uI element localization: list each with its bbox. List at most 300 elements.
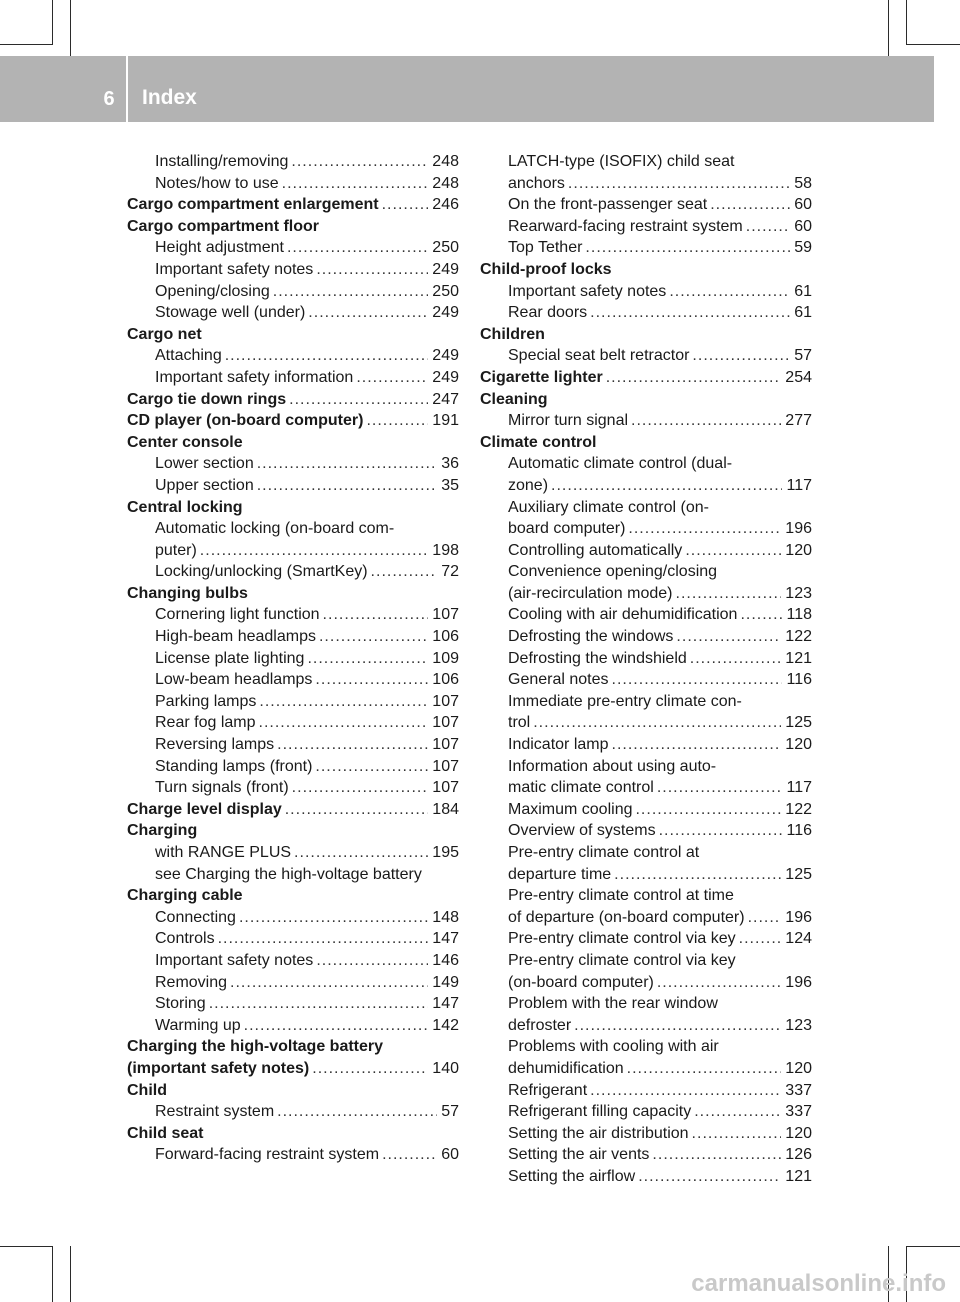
index-entry <box>480 691 812 713</box>
index-entry <box>480 173 812 195</box>
index-entry <box>480 453 812 475</box>
index-entry <box>127 453 459 475</box>
dot-leader <box>627 1058 782 1080</box>
index-entry <box>480 518 812 540</box>
dot-leader <box>382 1144 437 1166</box>
index-entry <box>480 799 812 821</box>
index-entry-text: Pre-entry climate control via key <box>508 951 736 969</box>
index-entry-text: Notes/how to use <box>155 174 279 192</box>
index-entry <box>127 389 459 411</box>
index-entry <box>480 626 812 648</box>
index-entry <box>480 281 812 303</box>
index-entry-text: Charging <box>127 822 198 840</box>
index-entry <box>127 1123 459 1145</box>
index-entry <box>480 367 812 389</box>
index-entry <box>480 216 812 238</box>
index-page-number: 116 <box>786 822 812 840</box>
index-page-number: 107 <box>432 779 459 797</box>
index-page-number: 126 <box>785 1146 812 1164</box>
index-entry <box>480 194 812 216</box>
index-entry-text: Parking lamps <box>155 692 257 710</box>
dot-leader <box>315 669 428 691</box>
index-page-number: 107 <box>432 736 459 754</box>
index-entry-text: Connecting <box>155 908 236 926</box>
index-entry-text: Pre-entry climate control via key <box>508 930 736 948</box>
index-entry-text: Important safety notes <box>155 951 314 969</box>
index-entry-text: Pre-entry climate control at <box>508 844 700 861</box>
watermark: carmanualsonline.info <box>691 1270 946 1297</box>
index-entry-text: Rearward-facing restraint system <box>508 217 743 235</box>
index-entry <box>480 302 812 324</box>
index-entry-text: Height adjustment <box>155 239 284 257</box>
index-entry <box>480 389 812 411</box>
index-entry <box>480 497 812 519</box>
index-entry <box>127 950 459 972</box>
index-entry <box>480 950 812 972</box>
index-entry-text: Automatic climate control (dual- <box>508 455 733 473</box>
index-entry <box>127 777 459 799</box>
index-page-number: 107 <box>432 692 459 710</box>
dot-leader <box>669 281 790 303</box>
index-page-number: 123 <box>785 584 812 602</box>
crop-mark <box>0 44 52 45</box>
index-entry <box>127 756 459 778</box>
index-entry <box>480 324 812 346</box>
index-page-number: 198 <box>432 541 459 559</box>
dot-leader <box>218 928 429 950</box>
index-page-number: 196 <box>785 908 812 926</box>
index-entry-text: Cargo compartment enlargement <box>127 196 379 214</box>
dot-leader <box>239 907 428 929</box>
dot-leader <box>225 345 429 367</box>
index-entry <box>127 540 459 562</box>
index-entry <box>480 928 812 950</box>
index-page-number: 147 <box>432 930 459 948</box>
index-entry <box>127 345 459 367</box>
dot-leader <box>308 302 428 324</box>
dot-leader <box>676 583 782 605</box>
page-header <box>0 56 934 122</box>
index-page-number: 250 <box>432 239 459 257</box>
index-entry-text: Storing <box>155 995 206 1013</box>
dot-leader <box>638 1166 781 1188</box>
dot-leader <box>710 194 790 216</box>
dot-leader <box>371 561 438 583</box>
index-entry-text: Children <box>480 325 545 343</box>
index-page-number: 120 <box>785 541 812 559</box>
dot-leader <box>748 907 782 929</box>
dot-leader <box>585 237 790 259</box>
index-entry <box>480 151 812 173</box>
index-entry-text: zone) <box>508 476 549 494</box>
index-entry-text: Convenience opening/closing <box>508 563 718 581</box>
dot-leader <box>628 518 781 540</box>
index-entry-text: Refrigerant filling capacity <box>508 1103 692 1121</box>
index-page-number: 106 <box>432 671 459 689</box>
index-entry-text: Child <box>127 1081 167 1099</box>
dot-leader <box>631 410 781 432</box>
index-page-number: 60 <box>441 1146 459 1164</box>
index-entry <box>127 864 459 886</box>
index-entry <box>480 561 812 583</box>
index-page-number: 117 <box>786 476 812 494</box>
dot-leader <box>692 345 790 367</box>
index-entry-text: Charging the high-voltage battery <box>127 1038 384 1056</box>
index-entry-text: Defrosting the windows <box>508 628 674 646</box>
index-entry-text: Lower section <box>155 455 254 473</box>
index-entry-text: see Charging the high-voltage battery <box>155 865 422 883</box>
index-entry <box>127 475 459 497</box>
dot-leader <box>316 259 428 281</box>
index-entry <box>127 669 459 691</box>
index-entry-text: Cargo net <box>127 325 202 343</box>
index-page-number: 36 <box>441 455 459 473</box>
index-page-number: 249 <box>432 304 459 322</box>
index-entry <box>480 1166 812 1188</box>
dot-leader <box>574 1015 781 1037</box>
index-page-number: 120 <box>785 736 812 754</box>
index-entry-text: Defrosting the windshield <box>508 649 687 667</box>
index-page-number: 147 <box>432 995 459 1013</box>
dot-leader <box>382 194 429 216</box>
index-entry-text: General notes <box>508 671 609 689</box>
index-page-number: 184 <box>432 800 459 818</box>
index-page-number: 58 <box>794 174 812 192</box>
index-page-number: 61 <box>794 304 812 322</box>
dot-leader <box>652 1144 781 1166</box>
dot-leader <box>746 216 790 238</box>
index-entry <box>480 475 812 497</box>
index-entry-text: Opening/closing <box>155 282 270 300</box>
index-page-number: 191 <box>432 412 459 430</box>
index-entry <box>127 259 459 281</box>
dot-leader <box>323 604 429 626</box>
dot-leader <box>606 367 782 389</box>
dot-leader <box>659 820 783 842</box>
index-entry-text: Rear fog lamp <box>155 714 256 732</box>
index-column-right <box>480 151 812 1188</box>
index-entry <box>127 907 459 929</box>
index-entry <box>127 799 459 821</box>
index-entry <box>480 756 812 778</box>
dot-leader <box>230 972 428 994</box>
index-entry-text: Upper section <box>155 476 254 494</box>
index-entry <box>127 820 459 842</box>
dot-leader <box>614 864 781 886</box>
page-number: 6 <box>103 88 115 110</box>
index-entry <box>480 669 812 691</box>
index-page-number: 248 <box>432 153 459 170</box>
dot-leader <box>590 302 790 324</box>
index-entry <box>480 259 812 281</box>
index-page-number: 117 <box>786 779 812 797</box>
index-entry <box>127 151 459 173</box>
crop-mark <box>52 1246 53 1302</box>
dot-leader <box>282 173 429 195</box>
index-page-number: 124 <box>785 930 812 948</box>
index-entry-text: (air-recirculation mode) <box>508 584 673 602</box>
index-entry-text: Special seat belt retractor <box>508 347 690 365</box>
index-entry-text: Important safety information <box>155 368 354 386</box>
index-entry <box>480 410 812 432</box>
index-entry <box>480 540 812 562</box>
crop-mark <box>906 44 960 45</box>
index-entry-text: Reversing lamps <box>155 736 275 754</box>
index-page-number: 57 <box>794 347 812 365</box>
index-page-number: 247 <box>432 390 459 408</box>
index-entry-text: Important safety notes <box>155 260 314 278</box>
index-page-number: 125 <box>785 865 812 883</box>
index-entry-text: Warming up <box>155 1016 241 1034</box>
index-entry-text: anchors <box>508 174 565 192</box>
index-entry <box>480 1101 812 1123</box>
dot-leader <box>285 799 429 821</box>
dot-leader <box>209 993 429 1015</box>
index-page-number: 248 <box>432 174 459 192</box>
index-entry-text: with RANGE PLUS <box>155 844 292 861</box>
index-entry-text: Important safety notes <box>508 282 667 300</box>
dot-leader <box>612 669 783 691</box>
index-entry-text: Forward-facing restraint system <box>155 1146 380 1164</box>
index-entry-text: Rear doors <box>508 304 588 322</box>
index-entry-text: Locking/unlocking (SmartKey) <box>155 563 368 581</box>
index-entry <box>127 712 459 734</box>
index-entry <box>127 993 459 1015</box>
index-entry <box>127 1101 459 1123</box>
index-entry-text: Automatic locking (on-board com- <box>155 520 395 538</box>
dot-leader <box>287 237 428 259</box>
index-entry-text: Standing lamps (front) <box>155 757 313 775</box>
index-page-number: 122 <box>785 628 812 646</box>
dot-leader <box>277 1101 437 1123</box>
index-page-number: 60 <box>794 217 812 235</box>
index-entry-text: Controls <box>155 930 215 948</box>
dot-leader <box>739 928 782 950</box>
dot-leader <box>685 540 781 562</box>
index-entry-text: board computer) <box>508 520 626 538</box>
index-page-number: 195 <box>432 844 459 861</box>
index-entry <box>480 993 812 1015</box>
index-entry <box>480 972 812 994</box>
dot-leader <box>694 1101 781 1123</box>
index-entry-text: Charging cable <box>127 887 243 905</box>
index-entry <box>127 194 459 216</box>
dot-leader <box>635 799 781 821</box>
dot-leader <box>676 626 781 648</box>
index-entry-text: Center console <box>127 433 243 451</box>
dot-leader <box>316 950 428 972</box>
index-entry-text: Auxiliary climate control (on- <box>508 498 709 516</box>
index-entry-text: Cargo compartment floor <box>127 217 320 235</box>
index-entry-text: Restraint system <box>155 1103 275 1121</box>
index-page-number: 146 <box>432 951 459 969</box>
index-entry-text: Installing/removing <box>155 153 289 170</box>
index-page-number: 121 <box>785 649 812 667</box>
dot-leader <box>315 756 428 778</box>
index-entry-text: Cargo tie down rings <box>127 390 287 408</box>
index-entry-text: Controlling automatically <box>508 541 683 559</box>
index-entry <box>480 777 812 799</box>
index-entry <box>127 367 459 389</box>
index-page-number: 57 <box>441 1103 459 1121</box>
index-entry <box>480 712 812 734</box>
index-entry-text: Maximum cooling <box>508 800 633 818</box>
index-page-number: 116 <box>786 671 812 689</box>
index-entry <box>127 281 459 303</box>
dot-leader <box>568 173 790 195</box>
index-page-number: 120 <box>785 1059 812 1077</box>
dot-leader <box>740 604 782 626</box>
index-entry-text: departure time <box>508 865 612 883</box>
index-page-number: 118 <box>786 606 812 624</box>
index-entry <box>480 842 812 864</box>
index-entry <box>480 1080 812 1102</box>
index-entry-text: Overview of systems <box>508 822 656 840</box>
dot-leader <box>273 281 429 303</box>
index-page-number: 123 <box>785 1016 812 1034</box>
index-page-number: 337 <box>785 1081 812 1099</box>
dot-leader <box>277 734 428 756</box>
index-page-number: 121 <box>785 1167 812 1185</box>
index-entry <box>480 432 812 454</box>
index-entry-text: Cornering light function <box>155 606 320 624</box>
index-entry-text: Mirror turn signal <box>508 412 629 430</box>
index-entry-text: LATCH-type (ISOFIX) child seat <box>508 153 735 170</box>
index-entry-text: puter) <box>155 541 197 559</box>
index-entry <box>127 561 459 583</box>
index-entry-text: Turn signals (front) <box>155 779 289 797</box>
dot-leader <box>312 1058 428 1080</box>
index-entry-text: Problem with the rear window <box>508 995 718 1013</box>
index-entry-text: Setting the airflow <box>508 1167 636 1185</box>
index-page-number: 196 <box>785 520 812 538</box>
dot-leader <box>259 712 429 734</box>
crop-mark <box>52 0 53 45</box>
dot-leader <box>244 1015 429 1037</box>
index-entry <box>127 324 459 346</box>
index-entry-text: Charge level display <box>127 800 282 818</box>
crop-mark <box>906 1246 960 1247</box>
index-entry <box>480 820 812 842</box>
index-page-number: 249 <box>432 347 459 365</box>
index-entry <box>127 604 459 626</box>
dot-leader <box>366 410 428 432</box>
index-page-number: 107 <box>432 757 459 775</box>
index-page-number: 249 <box>432 260 459 278</box>
index-entry-text: Information about using auto- <box>508 757 717 775</box>
index-page-number: 149 <box>432 973 459 991</box>
index-entry <box>127 1058 459 1080</box>
index-entry-text: License plate lighting <box>155 649 305 667</box>
index-entry <box>127 1144 459 1166</box>
index-page-number: 148 <box>432 908 459 926</box>
index-entry-text: Climate control <box>480 433 597 451</box>
dot-leader <box>533 712 781 734</box>
dot-leader <box>307 648 428 670</box>
index-entry-text: Changing bulbs <box>127 584 248 602</box>
index-page-number: 196 <box>785 973 812 991</box>
index-entry <box>480 1036 812 1058</box>
index-entry-text: trol <box>508 714 531 732</box>
index-entry-text: Attaching <box>155 347 222 365</box>
index-column-left <box>127 151 459 1166</box>
index-entry-text: Pre-entry climate control at time <box>508 887 734 905</box>
dot-leader <box>257 453 437 475</box>
index-entry-text: Refrigerant <box>508 1081 588 1099</box>
index-entry <box>127 734 459 756</box>
index-entry-text: of departure (on-board computer) <box>508 908 745 926</box>
index-entry <box>480 734 812 756</box>
index-page-number: 254 <box>785 368 812 386</box>
index-page-number: 109 <box>432 649 459 667</box>
index-entry <box>127 583 459 605</box>
index-entry <box>127 497 459 519</box>
crop-mark <box>0 1246 52 1247</box>
index-page-number: 142 <box>432 1016 459 1034</box>
index-page-number: 106 <box>432 628 459 646</box>
index-entry <box>127 626 459 648</box>
index-entry <box>480 907 812 929</box>
index-entry <box>127 518 459 540</box>
dot-leader <box>657 777 783 799</box>
index-entry <box>127 173 459 195</box>
index-entry-text: (on-board computer) <box>508 973 654 991</box>
index-page-number: 125 <box>785 714 812 732</box>
crop-mark <box>70 0 71 56</box>
index-entry <box>127 237 459 259</box>
index-page-number: 61 <box>794 282 812 300</box>
dot-leader <box>551 475 782 497</box>
index-page-number: 107 <box>432 714 459 732</box>
crop-mark <box>906 0 907 45</box>
dot-leader <box>289 389 428 411</box>
dot-leader <box>612 734 782 756</box>
index-entry <box>127 691 459 713</box>
index-entry <box>127 216 459 238</box>
index-page-number: 337 <box>785 1103 812 1121</box>
index-entry-text: matic climate control <box>508 779 654 797</box>
index-entry-text: defroster <box>508 1016 572 1034</box>
index-entry-text: Top Tether <box>508 239 583 257</box>
index-entry <box>480 1015 812 1037</box>
index-page-number: 35 <box>441 476 459 494</box>
index-entry-text: On the front-passenger seat <box>508 196 708 214</box>
dot-leader <box>291 151 428 173</box>
index-entry <box>480 648 812 670</box>
index-page-number: 246 <box>432 196 459 214</box>
index-entry-text: Indicator lamp <box>508 736 609 754</box>
index-entry <box>480 1144 812 1166</box>
index-entry-text: Low-beam headlamps <box>155 671 313 689</box>
index-entry <box>127 928 459 950</box>
index-entry <box>480 583 812 605</box>
crop-mark <box>888 0 889 56</box>
crop-mark <box>70 1246 71 1302</box>
dot-leader <box>257 475 437 497</box>
index-page-number: 72 <box>441 563 459 581</box>
index-page-number: 60 <box>794 196 812 214</box>
index-page-number: 277 <box>785 412 812 430</box>
index-entry <box>127 972 459 994</box>
index-entry-text: Immediate pre-entry climate con- <box>508 692 742 710</box>
index-entry <box>127 302 459 324</box>
index-entry <box>480 864 812 886</box>
dot-leader <box>590 1080 781 1102</box>
index-entry-text: dehumidification <box>508 1059 624 1077</box>
index-entry-text: Cooling with air dehumidification <box>508 606 738 624</box>
index-entry <box>480 1058 812 1080</box>
index-entry <box>127 1015 459 1037</box>
